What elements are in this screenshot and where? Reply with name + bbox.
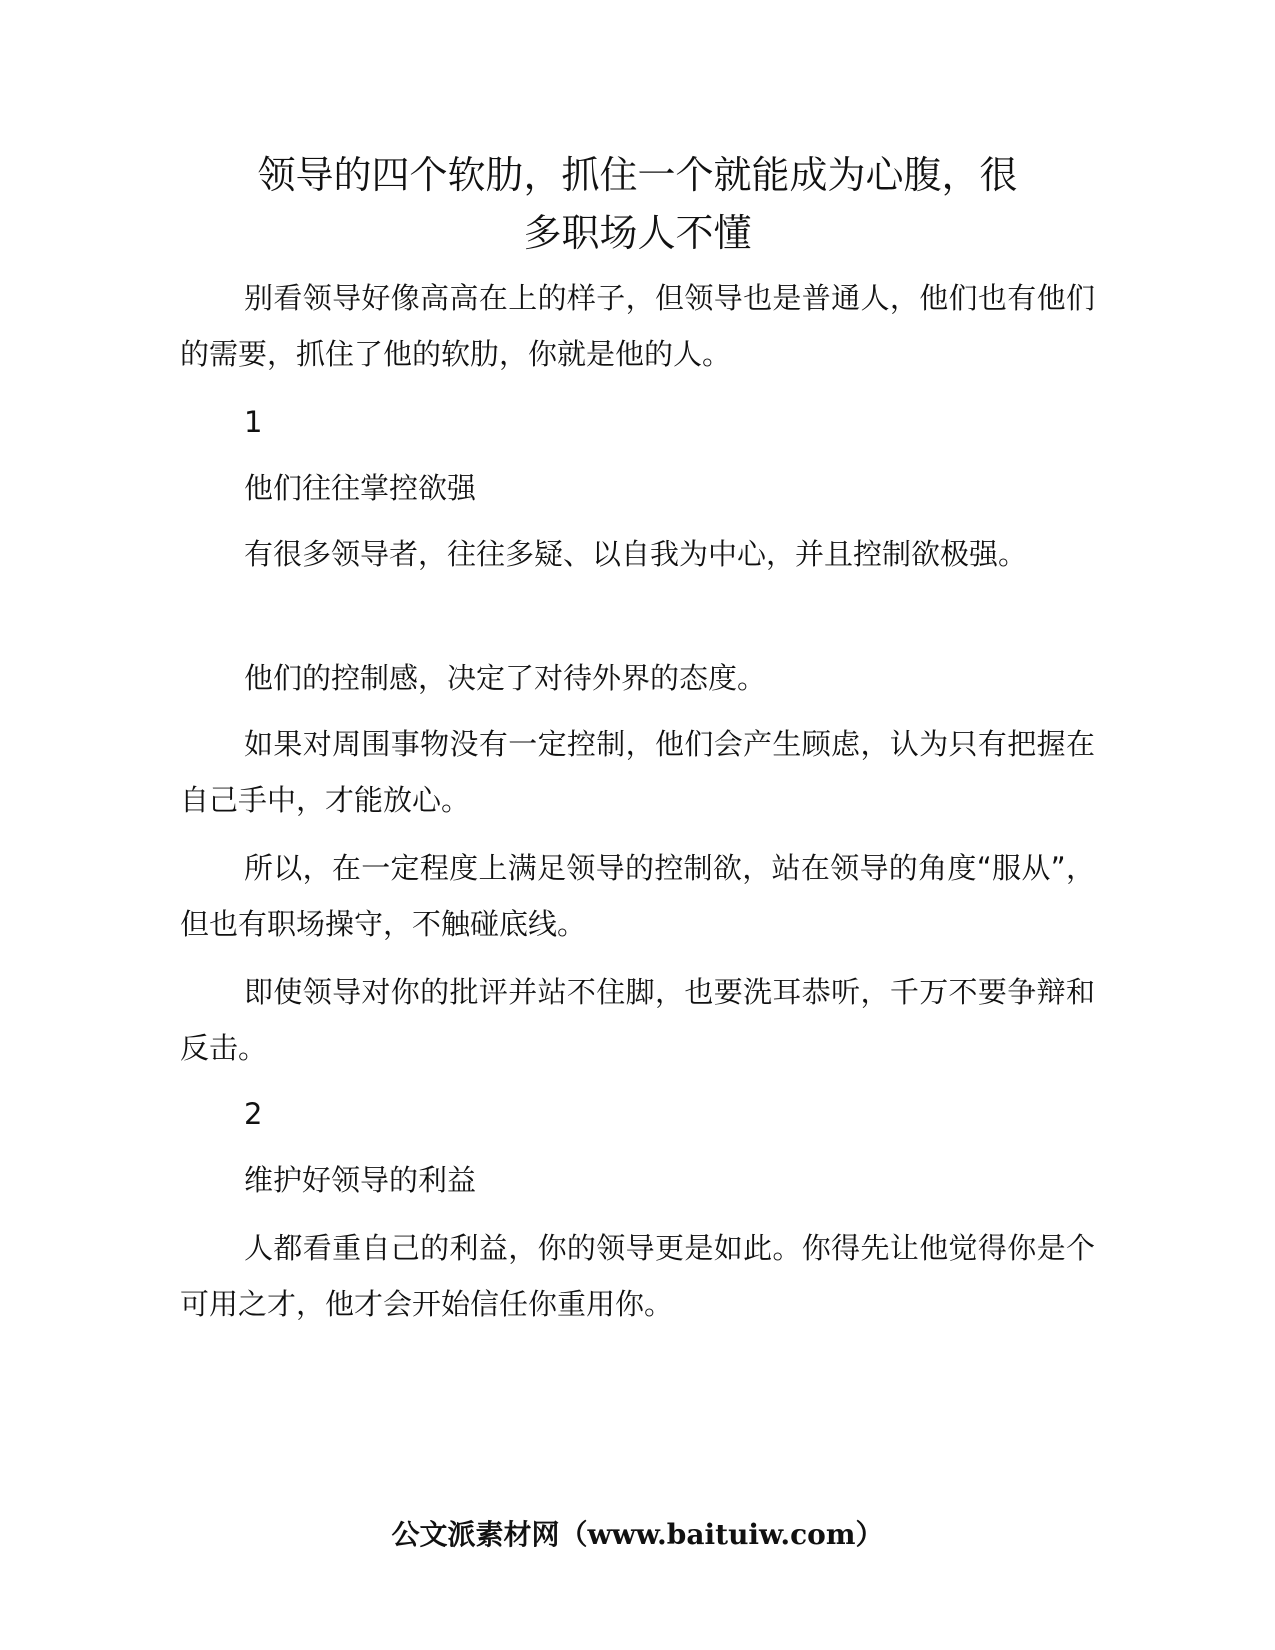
footer-watermark: 公文派素材网（www.baituiw.com） xyxy=(391,1518,884,1551)
section-number-1: 1 xyxy=(244,405,263,439)
title-line-1: 领导的四个软肋，抓住一个就能成为心腹，很 xyxy=(257,153,1018,197)
body-paragraph: 他们的控制感，决定了对待外界的态度。 xyxy=(244,661,767,695)
body-paragraph: 有很多领导者，往往多疑、以自我为中心，并且控制欲极强。 xyxy=(244,537,1028,571)
document-title xyxy=(180,146,1095,262)
body-paragraph: 即使领导对你的批评并站不住脚，也要洗耳恭听，千万不要争辩和反击。 xyxy=(180,975,1095,1065)
title-line-2: 多职场人不懂 xyxy=(523,211,752,255)
intro-paragraph: 别看领导好像高高在上的样子，但领导也是普通人，他们也有他们的需要，抓住了他的软肋，你就是他的人。 xyxy=(180,281,1095,371)
body-paragraph: 如果对周围事物没有一定控制，他们会产生顾虑，认为只有把握在自己手中，才能放心。 xyxy=(180,727,1095,817)
section-number-2: 2 xyxy=(244,1097,263,1131)
body-paragraph: 所以，在一定程度上满足领导的控制欲，站在领导的角度“服从”，但也有职场操守，不触碰底线。 xyxy=(180,851,1095,941)
body-paragraph: 人都看重自己的利益，你的领导更是如此。你得先让他觉得你是个可用之才，他才会开始信任你重用你。 xyxy=(180,1231,1095,1321)
section-heading-2: 维护好领导的利益 xyxy=(244,1163,477,1197)
section-heading-1: 他们往往掌控欲强 xyxy=(244,471,477,505)
